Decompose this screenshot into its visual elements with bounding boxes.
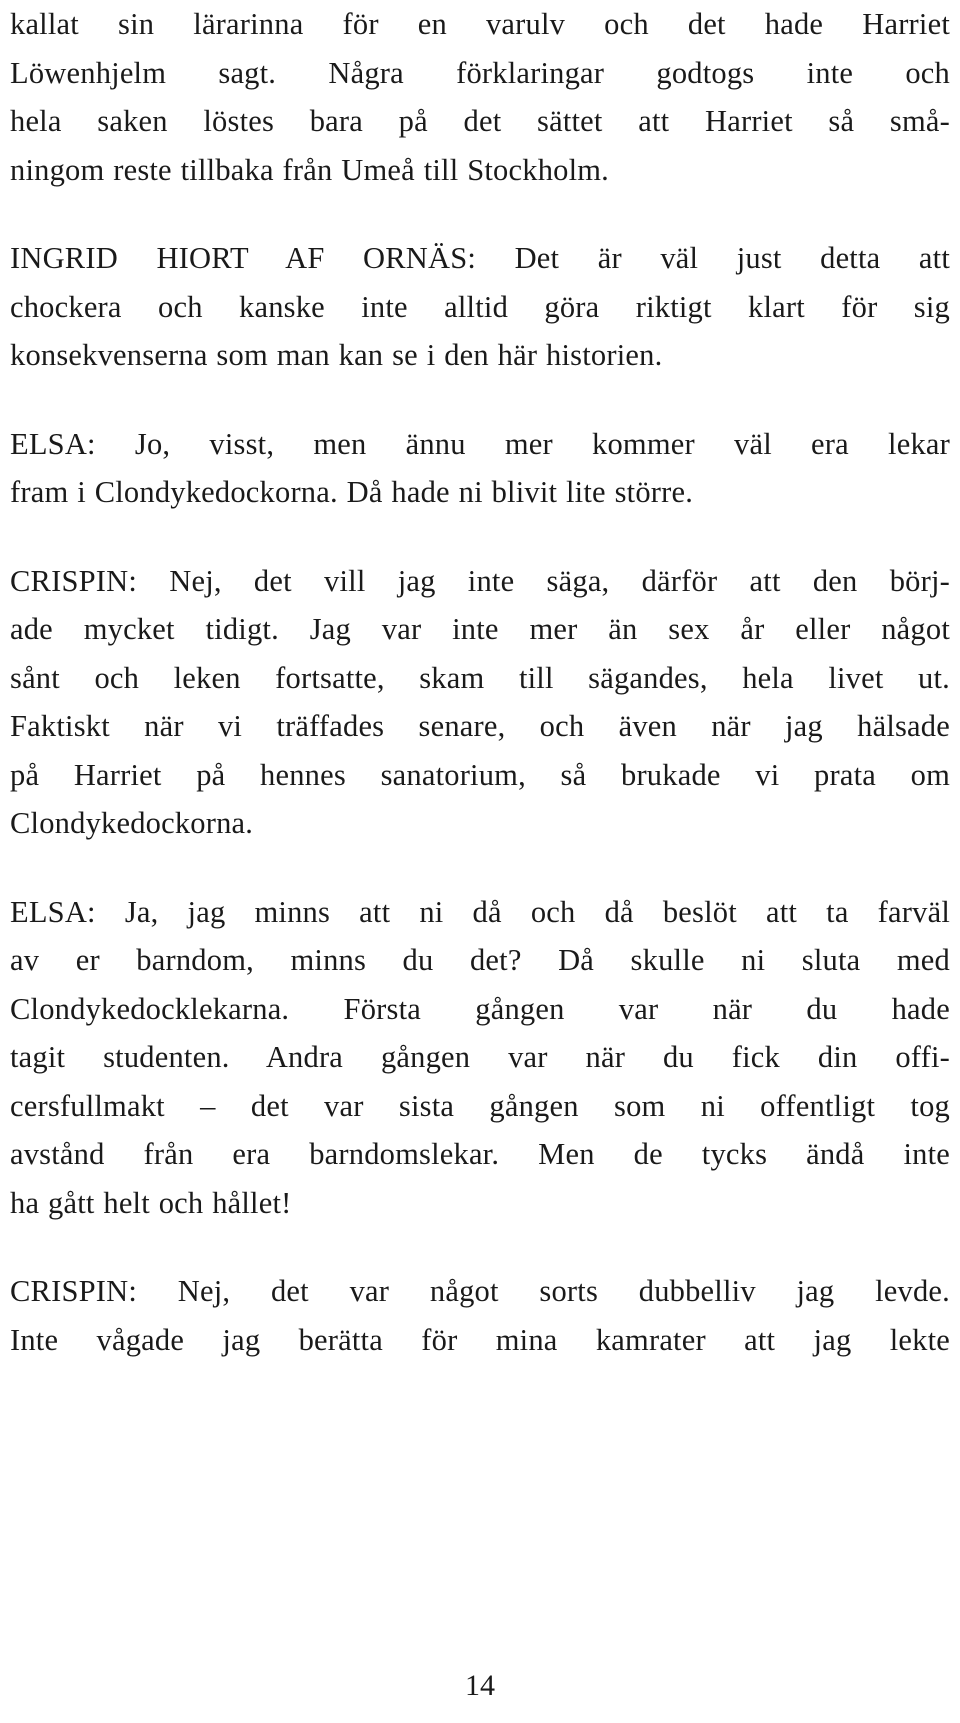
text-line: Inte vågade jag berätta för mina kamrater att jag lekte <box>10 1322 950 1357</box>
text-line: ELSA: Ja, jag minns att ni då och då beslöt att ta farväl <box>10 894 950 929</box>
paragraph <box>10 1267 950 1364</box>
text-line: cersfullmakt – det var sista gången som ni offentligt tog <box>10 1088 950 1123</box>
text-line: CRISPIN: Nej, det var något sorts dubbelliv jag levde. <box>10 1274 950 1308</box>
text-line: CRISPIN: Nej, det vill jag inte säga, därför att den börj- <box>10 563 950 598</box>
text-line: ha gått helt och hållet! <box>10 1185 292 1220</box>
text-line: konsekvenserna som man kan se i den här historien. <box>10 338 663 372</box>
text-line: chockera och kanske inte alltid göra riktigt klart för sig <box>10 289 950 324</box>
text-line: ningom reste tillbaka från Umeå till Stockholm. <box>10 152 610 187</box>
text-line: hela saken löstes bara på det sättet att Harriet så små- <box>10 104 950 138</box>
paragraph <box>10 557 950 848</box>
text-line: ade mycket tidigt. Jag var inte mer än sex år eller något <box>10 612 950 646</box>
page-number: 14 <box>465 1669 495 1702</box>
text-line: Faktiskt när vi träffades senare, och även när jag hälsade <box>10 709 950 743</box>
text-line: Löwenhjelm sagt. Några förklaringar godtogs inte och <box>10 55 950 90</box>
paragraph <box>10 0 950 194</box>
text-line: fram i Clondykedockorna. Då hade ni blivit lite större. <box>10 475 694 509</box>
text-line: kallat sin lärarinna för en varulv och det hade Harriet <box>10 7 950 41</box>
text-line: på Harriet på hennes sanatorium, så brukade vi prata om <box>10 757 950 792</box>
document-page <box>10 0 950 1364</box>
text-line: Clondykedockorna. <box>10 806 254 840</box>
text-line: Clondykedocklekarna. Första gången var när du hade <box>10 991 950 1026</box>
text-line: av er barndom, minns du det? Då skulle ni sluta med <box>10 943 950 977</box>
paragraph <box>10 420 950 517</box>
text-line: avstånd från era barndomslekar. Men de tycks ändå inte <box>10 1137 950 1171</box>
text-line: INGRID HIORT AF ORNÄS: Det är väl just detta att <box>10 241 950 275</box>
paragraph <box>10 234 950 380</box>
text-line: tagit studenten. Andra gången var när du fick din offi- <box>10 1040 950 1074</box>
paragraph <box>10 888 950 1228</box>
text-line: ELSA: Jo, visst, men ännu mer kommer väl era lekar <box>10 426 950 461</box>
text-line: sånt och leken fortsatte, skam till sägandes, hela livet ut. <box>10 660 950 695</box>
